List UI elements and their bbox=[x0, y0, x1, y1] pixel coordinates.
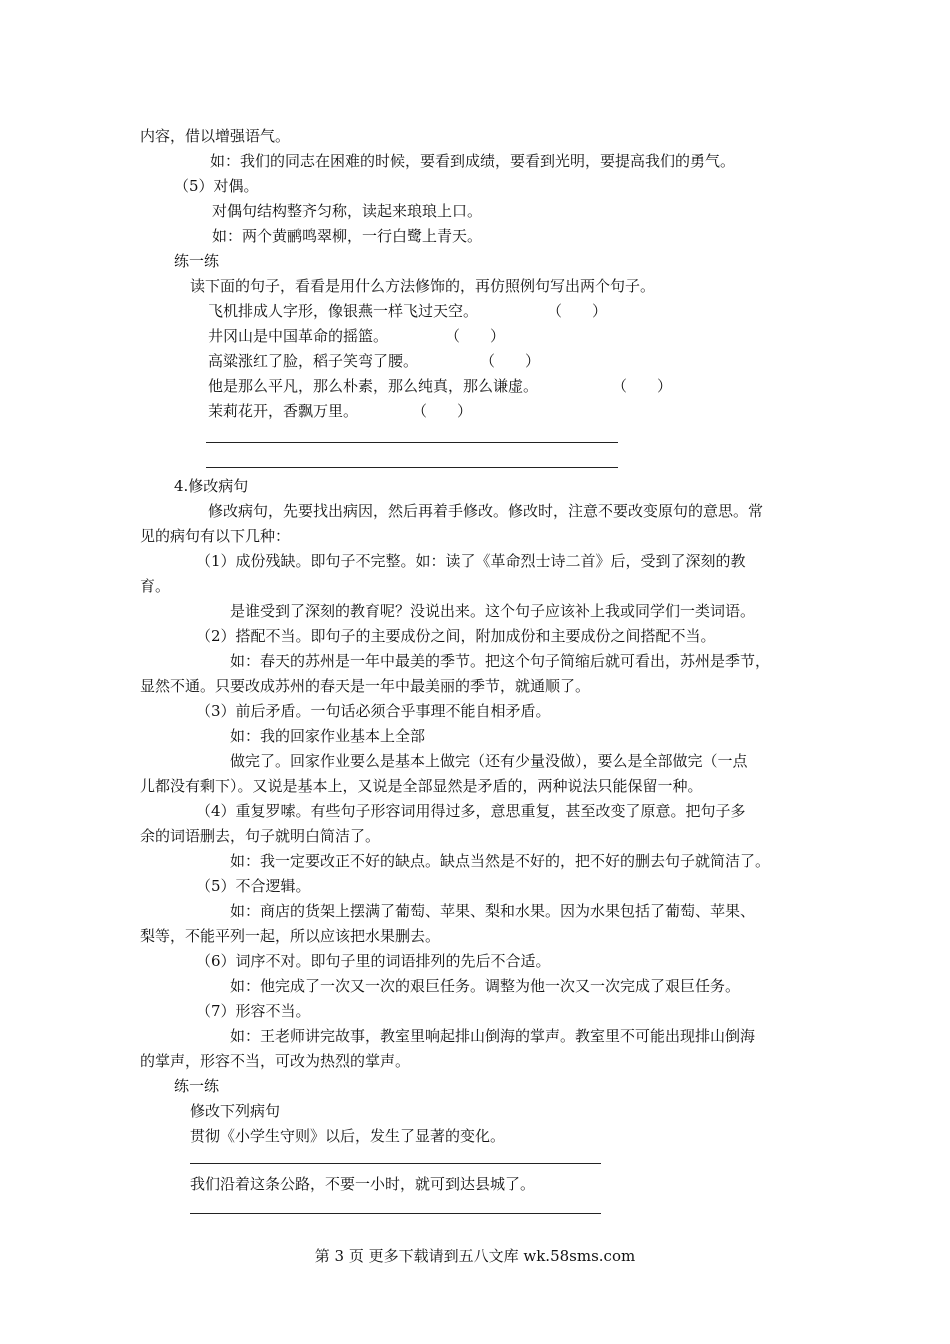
text-line: 显然不通。只要改成苏州的春天是一年中最美丽的季节，就通顺了。 bbox=[140, 677, 591, 695]
exercise-sentence: 他是那么平凡，那么朴素，那么纯真，那么谦虚。 bbox=[208, 377, 539, 395]
text-line: 梨等，不能平列一起，所以应该把水果删去。 bbox=[140, 927, 441, 945]
answer-line bbox=[206, 442, 618, 443]
text-line: （5）对偶。 bbox=[174, 177, 259, 195]
text-line: （2）搭配不当。即句子的主要成份之间，附加成份和主要成份之间搭配不当。 bbox=[196, 627, 716, 645]
answer-line bbox=[206, 467, 618, 468]
text-line: 余的词语删去，句子就明白简洁了。 bbox=[140, 827, 381, 845]
text-line: （5）不合逻辑。 bbox=[196, 877, 311, 895]
text-line: 如：我一定要改正不好的缺点。缺点当然是不好的，把不好的删去句子就简洁了。 bbox=[230, 852, 771, 870]
answer-blank: （ ） bbox=[412, 402, 473, 420]
text-line: 如：商店的货架上摆满了葡萄、苹果、梨和水果。因为水果包括了葡萄、苹果、 bbox=[230, 902, 756, 920]
text-line: 如：王老师讲完故事，教室里响起排山倒海的掌声。教室里不可能出现排山倒海 bbox=[230, 1027, 756, 1045]
exercise-sentence: 我们沿着这条公路，不要一小时，就可到达县城了。 bbox=[190, 1175, 536, 1193]
text-line: 修改病句，先要找出病因，然后再着手修改。修改时，注意不要改变原句的意思。常 bbox=[208, 502, 764, 520]
exercise-sentence: 高粱涨红了脸，稻子笑弯了腰。 bbox=[208, 352, 419, 370]
answer-line bbox=[190, 1163, 601, 1164]
text-line: 修改下列病句 bbox=[190, 1102, 281, 1120]
text-line: 如：他完成了一次又一次的艰巨任务。调整为他一次又一次完成了艰巨任务。 bbox=[230, 977, 741, 995]
exercise-sentence: 贯彻《小学生守则》以后，发生了显著的变化。 bbox=[190, 1127, 506, 1145]
text-line: 读下面的句子，看看是用什么方法修饰的，再仿照例句写出两个句子。 bbox=[190, 277, 656, 295]
answer-blank: （ ） bbox=[547, 302, 608, 320]
text-line: 见的病句有以下几种： bbox=[140, 527, 291, 545]
answer-blank: （ ） bbox=[612, 377, 673, 395]
text-line: （3）前后矛盾。一句话必须合乎事理不能自相矛盾。 bbox=[196, 702, 551, 720]
answer-blank: （ ） bbox=[445, 327, 506, 345]
section-heading: 练一练 bbox=[174, 1077, 220, 1095]
exercise-sentence: 井冈山是中国革命的摇篮。 bbox=[208, 327, 389, 345]
exercise-sentence: 飞机排成人字形，像银燕一样飞过天空。 bbox=[208, 302, 479, 320]
text-line: 对偶句结构整齐匀称，读起来琅琅上口。 bbox=[212, 202, 483, 220]
text-line: 是谁受到了深刻的教育呢？没说出来。这个句子应该补上我或同学们一类词语。 bbox=[230, 602, 756, 620]
text-line: 如：两个黄鹂鸣翠柳，一行白鹭上青天。 bbox=[212, 227, 483, 245]
text-line: （1）成份残缺。即句子不完整。如：读了《革命烈士诗二首》后，受到了深刻的教 bbox=[196, 552, 746, 570]
text-line: 儿都没有剩下）。又说是基本上，又说是全部显然是矛盾的，两种说法只能保留一种。 bbox=[140, 777, 703, 795]
text-line: 的掌声，形容不当，可改为热烈的掌声。 bbox=[140, 1052, 411, 1070]
text-line: （6）词序不对。即句子里的词语排列的先后不合适。 bbox=[196, 952, 551, 970]
text-line: （7）形容不当。 bbox=[196, 1002, 311, 1020]
answer-blank: （ ） bbox=[480, 352, 541, 370]
text-line: 如：春天的苏州是一年中最美的季节。把这个句子简缩后就可看出，苏州是季节， bbox=[230, 652, 771, 670]
text-line: 育。 bbox=[140, 577, 171, 595]
section-heading: 练一练 bbox=[174, 252, 220, 270]
page-footer: 第 3 页 更多下载请到五八文库 wk.58sms.com bbox=[314, 1247, 636, 1265]
section-heading: 4.修改病句 bbox=[174, 477, 249, 495]
text-line: 如：我们的同志在困难的时候，要看到成绩，要看到光明，要提高我们的勇气。 bbox=[210, 152, 736, 170]
text-line: 内容，借以增强语气。 bbox=[140, 127, 291, 145]
answer-line bbox=[190, 1213, 601, 1214]
exercise-sentence: 茉莉花开，香飘万里。 bbox=[208, 402, 359, 420]
text-line: 做完了。回家作业要么是基本上做完（还有少量没做），要么是全部做完（一点 bbox=[230, 752, 748, 770]
text-line: 如：我的回家作业基本上全部 bbox=[230, 727, 426, 745]
text-line: （4）重复罗嗦。有些句子形容词用得过多，意思重复，甚至改变了原意。把句子多 bbox=[196, 802, 746, 820]
